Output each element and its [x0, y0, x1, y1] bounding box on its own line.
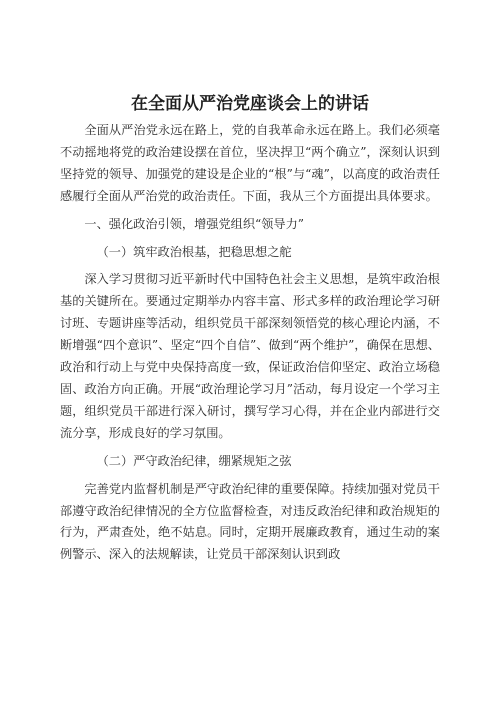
subsection-heading-2: （二）严守政治纪律，绷紧规矩之弦: [96, 453, 292, 468]
intro-paragraph: 全面从严治党永远在路上，党的自我革命永远在路上。我们必须毫不动摇地将党的政治建设摆在首位，坚决捍卫“两个确立”，深刻认识到坚持党的领导、加强党的建设是企业的“根”与“魂”，以高度的政治责任感履行全面从严治党的政治责任。下面，我从三个方面提出具体要求。: [60, 123, 440, 203]
subsection-paragraph-2: 完善党内监督机制是严守政治纪律的重要保障。持续加强对党员干部遵守政治纪律情况的全方位监督检查，对违反政治纪律和政治规矩的行为，严肃查处，绝不姑息。同时，定期开展廉政教育，通过生动的案例警示、深入的法规解读，让党员干部深刻认识到政: [60, 481, 440, 562]
document-title: 在全面从严治党座谈会上的讲话: [131, 94, 369, 114]
section-heading-1: 一、强化政治引领，增强党组织“领导力”: [84, 216, 305, 231]
document-body: [60, 120, 440, 572]
subsection-heading-1: （一）筑牢政治根基，把稳思想之舵: [96, 244, 292, 259]
subsection-paragraph-1: 深入学习贯彻习近平新时代中国特色社会主义思想，是筑牢政治根基的关键所在。要通过定期举办内容丰富、形式多样的政治理论学习研讨班、专题讲座等活动，组织党员干部深刻领悟党的核心理论内涵，不断增强“四个意识”、坚定“四个自信”、做到“两个维护”，确保在思想、政治和行动上与党中央保持高度一致，保证政治信仰坚定、政治立场稳固、政治方向正确。开展“政治理论学习月”活动，每月设定一个学习主题，组织党员干部进行深入研讨，撰写学习心得，并在企业内部进行交流分享，形成良好的学习氛围。: [60, 272, 440, 440]
